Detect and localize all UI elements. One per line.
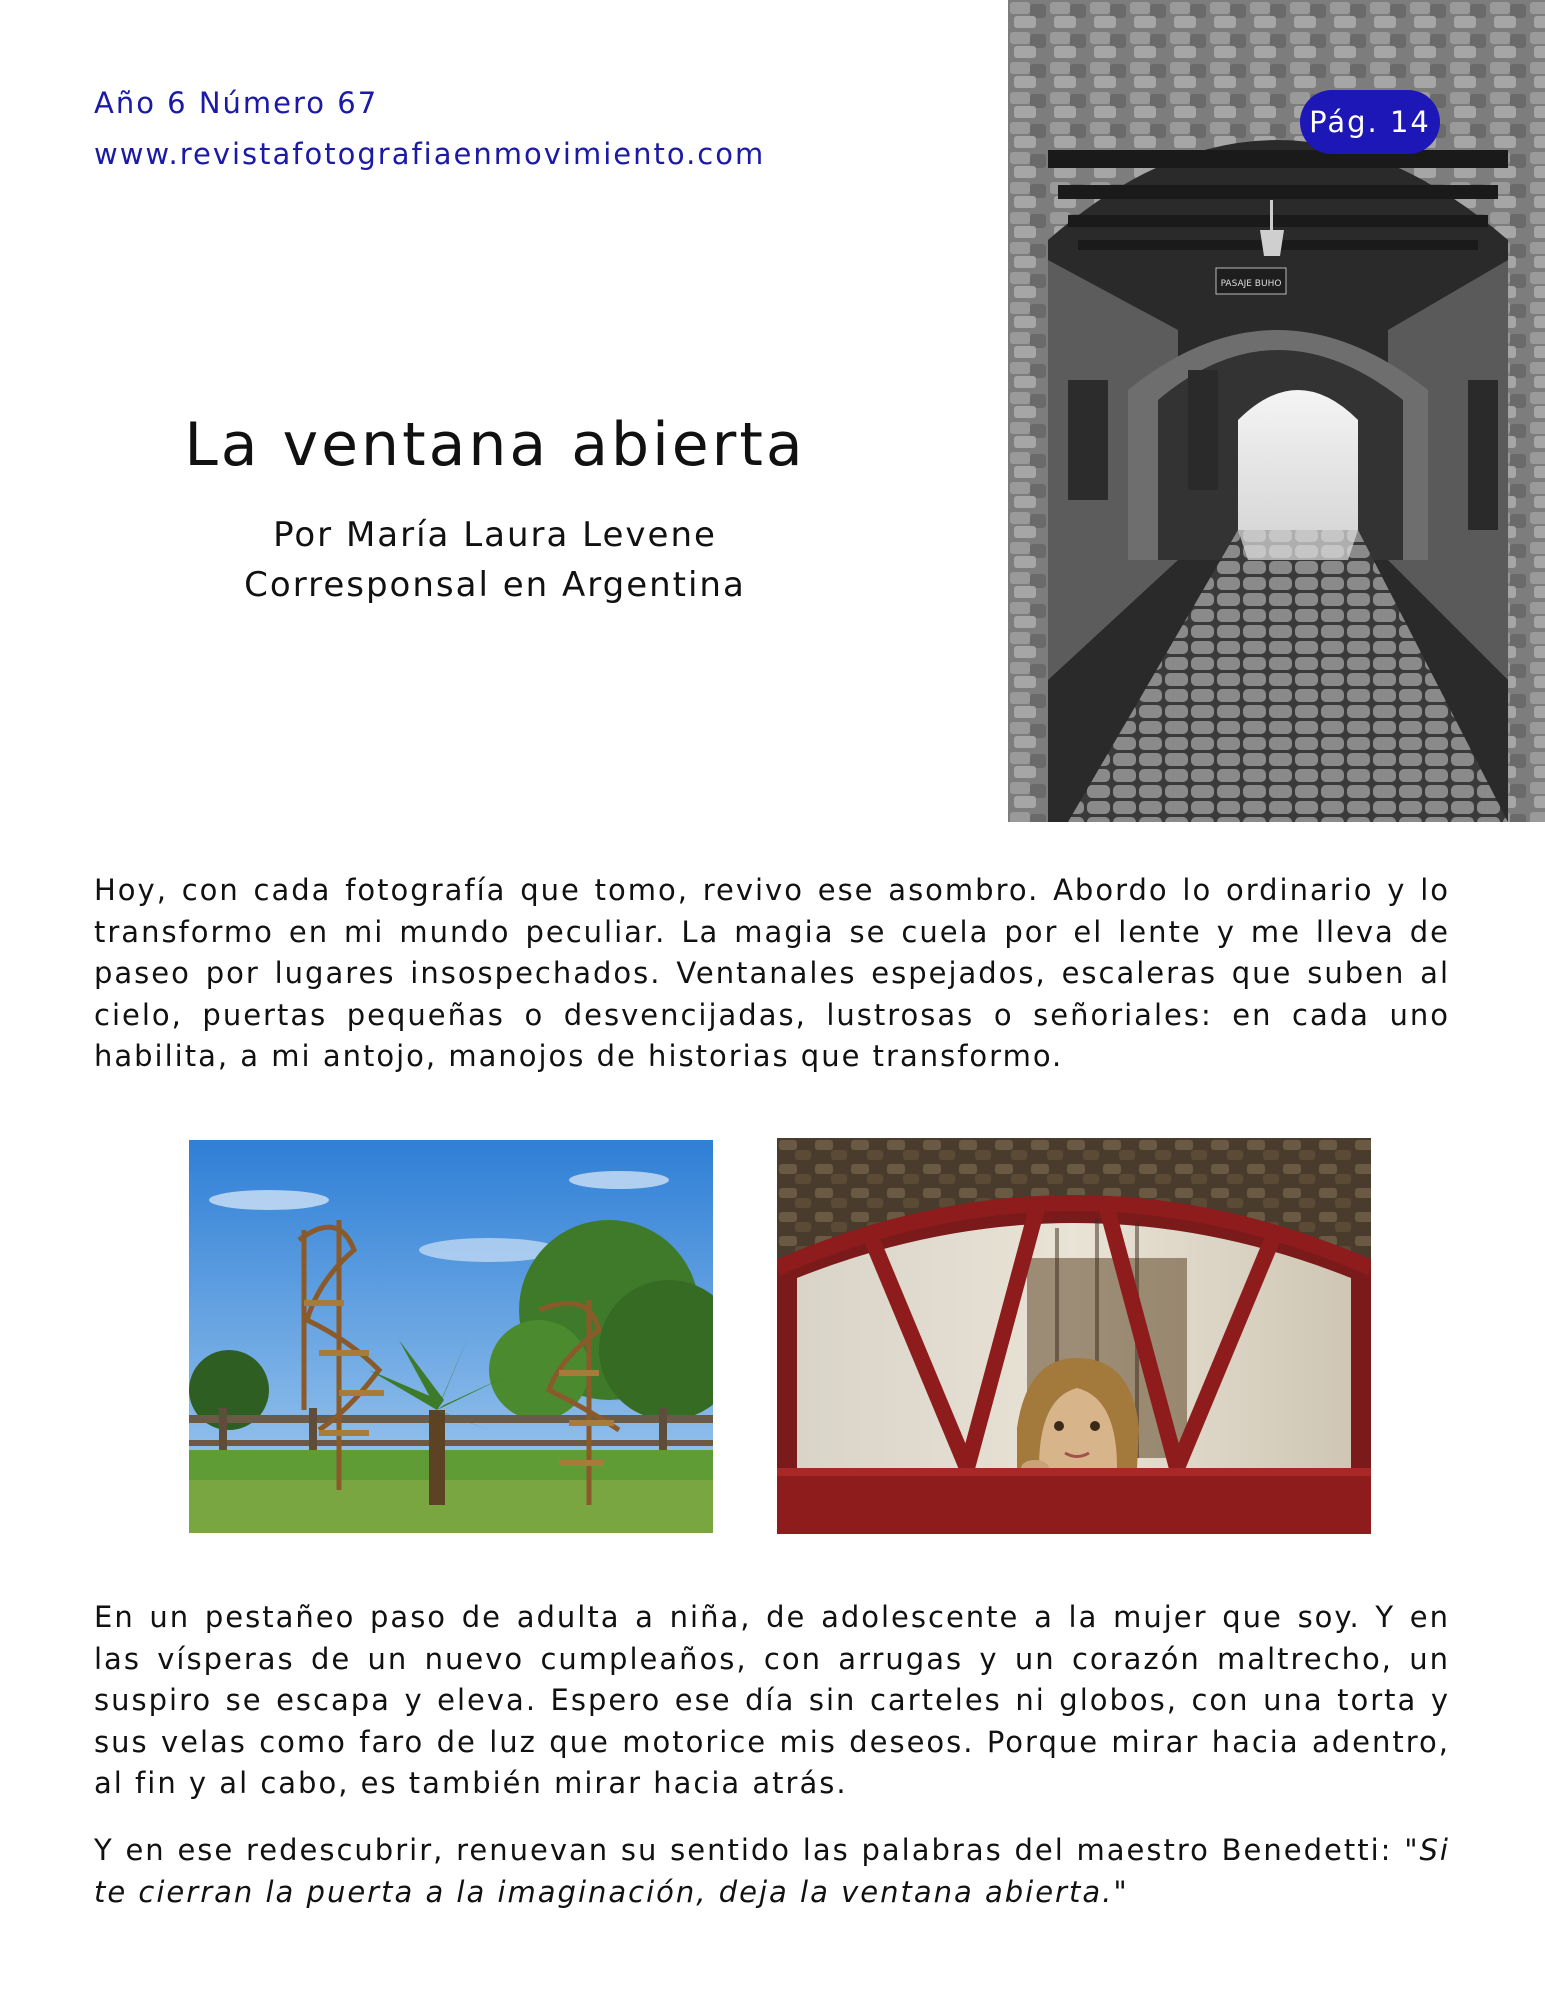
issue-number: Año 6 Número 67 bbox=[94, 86, 379, 120]
author-role: Corresponsal en Argentina bbox=[244, 565, 746, 605]
article-title: La ventana abierta bbox=[184, 410, 806, 480]
paragraph-2: En un pestañeo paso de adulta a niña, de adolescente a la mujer que soy. Y en las vísperas de un nuevo cumpleaños, con arrugas y un corazón maltrecho, un suspiro se escapa y eleva. Espero ese día sin carteles ni globos, con una torta y sus velas como faro de luz que motorice mis deseos. Porque mirar hacia adentro, al fin y al cabo, es también mirar hacia atrás. bbox=[94, 1600, 1450, 1800]
paragraph-1: Hoy, con cada fotografía que tomo, revivo ese asombro. Abordo lo ordinario y lo transformo en mi mundo peculiar. La magia se cuela por el lente y me lleva de paseo por lugares insospechados. Ventanales espejados, escaleras que suben al cielo, puertas pequeñas o desvencijadas, lustrosas o señoriales: en cada uno habilita, a mi antojo, manojos de historias que transformo. bbox=[94, 873, 1450, 1073]
page-number-badge: Pág. 14 bbox=[1300, 90, 1440, 154]
red-window-girl-photo bbox=[777, 1138, 1371, 1534]
website-link[interactable]: www.revistafotografiaenmovimiento.com bbox=[94, 137, 766, 171]
spiral-stairs-photo bbox=[189, 1140, 713, 1533]
arch-sign-text: PASAJE BUHO bbox=[1220, 279, 1282, 289]
closing-text: Y en ese redescubrir, renuevan su sentido las palabras del maestro Benedetti: bbox=[94, 1833, 1405, 1867]
article-author: Por María Laura Levene bbox=[273, 515, 717, 555]
paragraph-3 bbox=[94, 1830, 1450, 1913]
arch-corridor-photo bbox=[1008, 0, 1545, 822]
benedetti-quote: "Si te cierran la puerta a la imaginación, deja la ventana abierta." bbox=[94, 1833, 1450, 1909]
